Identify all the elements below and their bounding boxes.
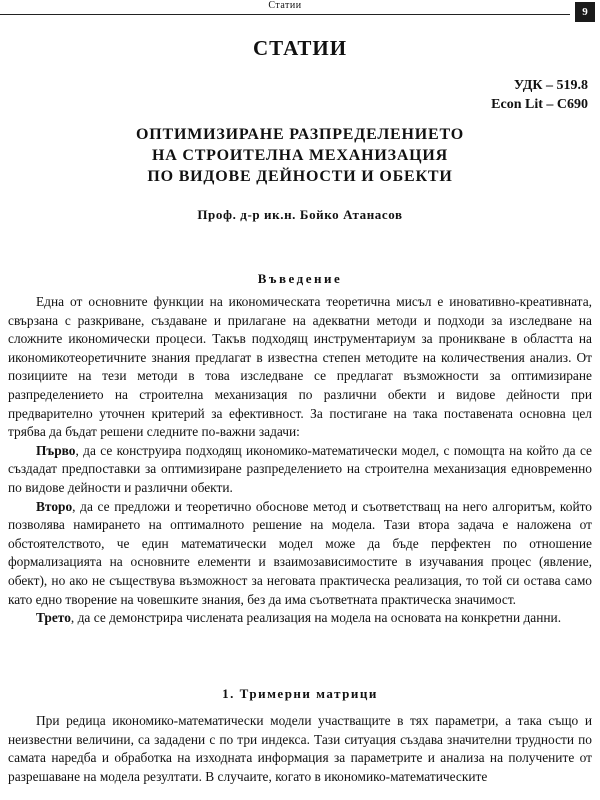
paragraph: При редица икономико-математически модели участващите в тях параметри, а така също и неизвестни величини, са зададени с по три индекса. Тази ситуация създава значителни трудности по самата наредба и обработка на изходната информация за параметрите и анализа на получените от разрешаване на модела резултати. В случаите, когато в икономико-математическите — [8, 713, 592, 784]
title-line: ОПТИМИЗИРАНЕ РАЗПРЕДЕЛЕНИЕТО — [136, 126, 464, 143]
udk-code: УДК – 519.8 — [513, 78, 588, 93]
running-title: Статии — [268, 0, 302, 11]
page-number: 9 — [575, 2, 595, 22]
running-header — [0, 0, 570, 15]
intro-heading: Въведение — [257, 271, 343, 286]
paragraph — [8, 609, 592, 628]
paragraph — [8, 498, 592, 610]
title-line: ПО ВИДОВЕ ДЕЙНОСТИ И ОБЕКТИ — [147, 168, 453, 185]
author-line: Проф. д-р ик.н. Бойко Атанасов — [197, 207, 403, 222]
paragraph-text: , да се предложи и теоретично обоснове метод и съответстващ на него алгоритъм, който позволява намирането на оптималното решение на модела. Тази втора задача е наложена от обстоятелството, че един математически модел може да бъде перфектен по отношение формализацията на основните елементи и взаимозависимостите в изучавания процес (явление, обект), но ако не съществува възможност за неговата практическа реализация, то той си остава само като едно творение на човешките знания, без да има съответната практическа значимост. — [8, 498, 592, 607]
lead-word: Първо — [36, 442, 76, 458]
lead-word: Второ — [36, 498, 73, 514]
section-text-block — [8, 712, 592, 786]
paragraph-text: , да се конструира подходящ икономико-математически модел, с помощта на който да се създадат предпоставки за оптимизиране разпределението на строителна механизация едновременно по видове дейности и различни обекти. — [8, 442, 592, 495]
section-heading: 1. Тримерни матрици — [222, 686, 378, 701]
intro-text-block — [8, 293, 592, 628]
title-line: НА СТРОИТЕЛНА МЕХАНИЗАЦИЯ — [151, 147, 449, 164]
lead-word: Трето — [36, 610, 71, 626]
classification-codes — [491, 76, 588, 114]
paragraph-text: , да се демонстрира числената реализация на модела на основата на конкретни данни. — [70, 610, 562, 626]
econlit-code: Econ Lit – C690 — [491, 97, 588, 112]
article-title — [0, 124, 600, 187]
paragraph: Една от основните функции на икономическата теоретична мисъл е иновативно-креативната, свързана с разкриване, създаване и прилагане на адекватни методи и подходи за изследване на сложните икономически процеси. Такъв подходящ инструментариум за проникване в областта на икономикотеоретичните знания предлагат в известна степен методите на количествения анализ. От позициите на тези методи в това изследване се предлагат възможности за оптимизиране разпределението на строителна механизация по различни обекти и видове дейности при предварително уточнен критерий за ефективност. За постигане на така поставената основна цел трябва да бъдат решени следните по-важни задачи: — [8, 294, 592, 440]
section-title: СТАТИИ — [252, 36, 348, 60]
paragraph — [8, 442, 592, 498]
